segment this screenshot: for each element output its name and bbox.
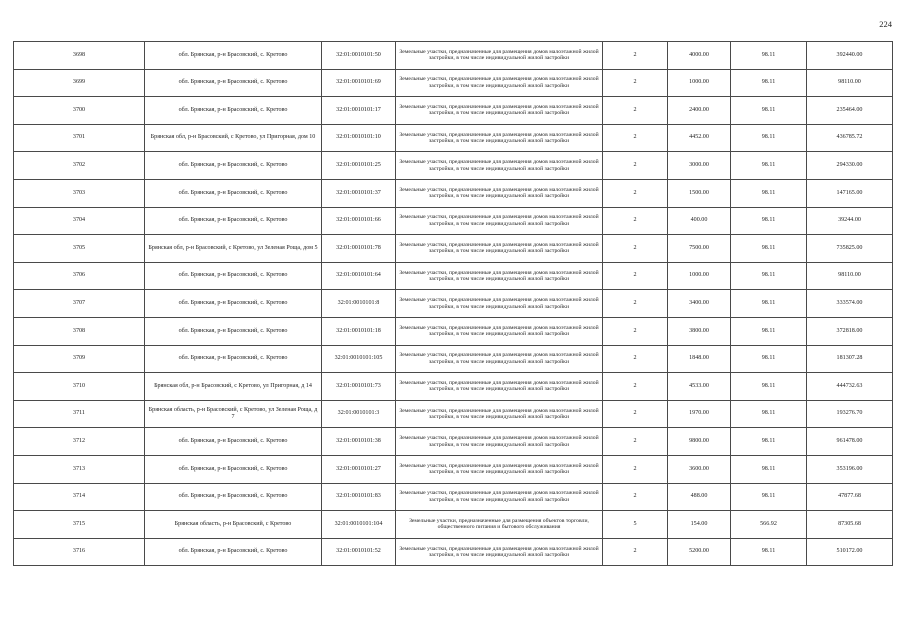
- permitted-use-cell: Земельные участки, предназначенные для размещения домов малоэтажной жилой застройки, в том числе индивидуальной жилой застройки: [396, 262, 603, 290]
- row-number-cell: 3716: [14, 538, 145, 566]
- area-cell: 7500.00: [668, 235, 731, 263]
- cadastral-number-cell: 32:01:0010101:83: [322, 483, 396, 511]
- cadastral-number-cell: 32:01:0010101:104: [322, 511, 396, 539]
- cadastral-value-cell: 735825.00: [807, 235, 893, 263]
- permitted-use-cell: Земельные участки, предназначенные для размещения домов малоэтажной жилой застройки, в том числе индивидуальной жилой застройки: [396, 179, 603, 207]
- address-cell: Брянская область, р-н Брасовский, с Кретово, ул Зеленая Роща, д 7: [145, 400, 322, 428]
- address-cell: Брянская обл, р-н Брасовский, с Кретово, ул Зеленая Роща, дом 5: [145, 235, 322, 263]
- specific-value-cell: 98.11: [731, 317, 807, 345]
- area-cell: 3800.00: [668, 317, 731, 345]
- cadastral-value-cell: 181307.28: [807, 345, 893, 373]
- permitted-use-cell: Земельные участки, предназначенные для размещения домов малоэтажной жилой застройки, в том числе индивидуальной жилой застройки: [396, 42, 603, 70]
- specific-value-cell: 566.92: [731, 511, 807, 539]
- permitted-use-cell: Земельные участки, предназначенные для размещения домов малоэтажной жилой застройки, в том числе индивидуальной жилой застройки: [396, 124, 603, 152]
- area-cell: 1000.00: [668, 69, 731, 97]
- cadastral-value-cell: 392440.00: [807, 42, 893, 70]
- use-group-cell: 2: [603, 235, 668, 263]
- row-number-cell: 3710: [14, 373, 145, 401]
- cadastral-value-cell: 961478.00: [807, 428, 893, 456]
- area-cell: 154.00: [668, 511, 731, 539]
- permitted-use-cell: Земельные участки, предназначенные для размещения домов малоэтажной жилой застройки, в том числе индивидуальной жилой застройки: [396, 483, 603, 511]
- cadastral-value-cell: 444732.63: [807, 373, 893, 401]
- address-cell: обл. Брянская, р-н Брасовский, с. Кретово: [145, 97, 322, 125]
- table-row: [14, 317, 893, 345]
- cadastral-number-cell: 32:01:0010101:37: [322, 179, 396, 207]
- use-group-cell: 2: [603, 69, 668, 97]
- specific-value-cell: 98.11: [731, 124, 807, 152]
- specific-value-cell: 98.11: [731, 455, 807, 483]
- row-number-cell: 3701: [14, 124, 145, 152]
- use-group-cell: 2: [603, 179, 668, 207]
- specific-value-cell: 98.11: [731, 69, 807, 97]
- area-cell: 3000.00: [668, 152, 731, 180]
- address-cell: обл. Брянская, р-н Брасовский, с. Кретово: [145, 262, 322, 290]
- cadastral-number-cell: 32:01:0010101:50: [322, 42, 396, 70]
- use-group-cell: 2: [603, 345, 668, 373]
- permitted-use-cell: Земельные участки, предназначенные для размещения домов малоэтажной жилой застройки, в том числе индивидуальной жилой застройки: [396, 207, 603, 235]
- cadastral-number-cell: 32:01:0010101:69: [322, 69, 396, 97]
- row-number-cell: 3715: [14, 511, 145, 539]
- address-cell: обл. Брянская, р-н Брасовский, с. Кретово: [145, 483, 322, 511]
- specific-value-cell: 98.11: [731, 428, 807, 456]
- cadastral-number-cell: 32:01:0010101:17: [322, 97, 396, 125]
- specific-value-cell: 98.11: [731, 373, 807, 401]
- permitted-use-cell: Земельные участки, предназначенные для размещения домов малоэтажной жилой застройки, в том числе индивидуальной жилой застройки: [396, 235, 603, 263]
- table-row: [14, 152, 893, 180]
- row-number-cell: 3708: [14, 317, 145, 345]
- cadastral-number-cell: 32:01:0010101:25: [322, 152, 396, 180]
- permitted-use-cell: Земельные участки, предназначенные для размещения домов малоэтажной жилой застройки, в том числе индивидуальной жилой застройки: [396, 400, 603, 428]
- area-cell: 1848.00: [668, 345, 731, 373]
- row-number-cell: 3709: [14, 345, 145, 373]
- table-row: [14, 428, 893, 456]
- permitted-use-cell: Земельные участки, предназначенные для размещения домов малоэтажной жилой застройки, в том числе индивидуальной жилой застройки: [396, 345, 603, 373]
- specific-value-cell: 98.11: [731, 97, 807, 125]
- table-row: [14, 262, 893, 290]
- row-number-cell: 3699: [14, 69, 145, 97]
- permitted-use-cell: Земельные участки, предназначенные для размещения домов малоэтажной жилой застройки, в том числе индивидуальной жилой застройки: [396, 97, 603, 125]
- row-number-cell: 3698: [14, 42, 145, 70]
- area-cell: 5200.00: [668, 538, 731, 566]
- row-number-cell: 3713: [14, 455, 145, 483]
- table-row: [14, 455, 893, 483]
- area-cell: 3600.00: [668, 455, 731, 483]
- use-group-cell: 5: [603, 511, 668, 539]
- table-row: [14, 97, 893, 125]
- use-group-cell: 2: [603, 207, 668, 235]
- specific-value-cell: 98.11: [731, 538, 807, 566]
- row-number-cell: 3711: [14, 400, 145, 428]
- row-number-cell: 3706: [14, 262, 145, 290]
- table-body: [14, 42, 893, 566]
- cadastral-number-cell: 32:01:0010101:105: [322, 345, 396, 373]
- address-cell: обл. Брянская, р-н Брасовский, с. Кретово: [145, 152, 322, 180]
- row-number-cell: 3702: [14, 152, 145, 180]
- area-cell: 4533.00: [668, 373, 731, 401]
- cadastral-value-cell: 353196.00: [807, 455, 893, 483]
- address-cell: обл. Брянская, р-н Брасовский, с. Кретово: [145, 345, 322, 373]
- cadastral-value-cell: 235464.00: [807, 97, 893, 125]
- permitted-use-cell: Земельные участки, предназначенные для размещения домов малоэтажной жилой застройки, в том числе индивидуальной жилой застройки: [396, 538, 603, 566]
- cadastral-number-cell: 32:01:0010101:52: [322, 538, 396, 566]
- area-cell: 1500.00: [668, 179, 731, 207]
- specific-value-cell: 98.11: [731, 235, 807, 263]
- use-group-cell: 2: [603, 262, 668, 290]
- table-row: [14, 373, 893, 401]
- cadastral-value-cell: 436785.72: [807, 124, 893, 152]
- table-row: [14, 290, 893, 318]
- table-row: [14, 483, 893, 511]
- address-cell: обл. Брянская, р-н Брасовский, с. Кретово: [145, 317, 322, 345]
- use-group-cell: 2: [603, 400, 668, 428]
- row-number-cell: 3703: [14, 179, 145, 207]
- address-cell: обл. Брянская, р-н Брасовский, с. Кретово: [145, 42, 322, 70]
- area-cell: 2400.00: [668, 97, 731, 125]
- use-group-cell: 2: [603, 124, 668, 152]
- row-number-cell: 3712: [14, 428, 145, 456]
- use-group-cell: 2: [603, 290, 668, 318]
- table-row: [14, 511, 893, 539]
- specific-value-cell: 98.11: [731, 262, 807, 290]
- use-group-cell: 2: [603, 538, 668, 566]
- address-cell: Брянская обл, р-н Брасовский, с Кретово, ул Пригорная, дом 10: [145, 124, 322, 152]
- use-group-cell: 2: [603, 42, 668, 70]
- address-cell: обл. Брянская, р-н Брасовский, с. Кретово: [145, 290, 322, 318]
- row-number-cell: 3700: [14, 97, 145, 125]
- cadastral-number-cell: 32:01:0010101:73: [322, 373, 396, 401]
- row-number-cell: 3707: [14, 290, 145, 318]
- permitted-use-cell: Земельные участки, предназначенные для размещения домов малоэтажной жилой застройки, в том числе индивидуальной жилой застройки: [396, 455, 603, 483]
- specific-value-cell: 98.11: [731, 179, 807, 207]
- permitted-use-cell: Земельные участки, предназначенные для размещения домов малоэтажной жилой застройки, в том числе индивидуальной жилой застройки: [396, 69, 603, 97]
- area-cell: 400.00: [668, 207, 731, 235]
- permitted-use-cell: Земельные участки, предназначенные для размещения домов малоэтажной жилой застройки, в том числе индивидуальной жилой застройки: [396, 373, 603, 401]
- address-cell: обл. Брянская, р-н Брасовский, с. Кретово: [145, 538, 322, 566]
- address-cell: обл. Брянская, р-н Брасовский, с. Кретово: [145, 179, 322, 207]
- row-number-cell: 3704: [14, 207, 145, 235]
- address-cell: обл. Брянская, р-н Брасовский, с. Кретово: [145, 428, 322, 456]
- specific-value-cell: 98.11: [731, 483, 807, 511]
- use-group-cell: 2: [603, 483, 668, 511]
- table-row: [14, 345, 893, 373]
- cadastral-value-cell: 193276.70: [807, 400, 893, 428]
- cadastral-number-cell: 32:01:0010101:38: [322, 428, 396, 456]
- permitted-use-cell: Земельные участки, предназначенные для размещения объектов торговли, общественного питания и бытового обслуживания: [396, 511, 603, 539]
- table-row: [14, 42, 893, 70]
- specific-value-cell: 98.11: [731, 207, 807, 235]
- permitted-use-cell: Земельные участки, предназначенные для размещения домов малоэтажной жилой застройки, в том числе индивидуальной жилой застройки: [396, 152, 603, 180]
- specific-value-cell: 98.11: [731, 400, 807, 428]
- area-cell: 488.00: [668, 483, 731, 511]
- cadastral-value-cell: 147165.00: [807, 179, 893, 207]
- page-number: 224: [879, 19, 892, 29]
- row-number-cell: 3705: [14, 235, 145, 263]
- area-cell: 3400.00: [668, 290, 731, 318]
- permitted-use-cell: Земельные участки, предназначенные для размещения домов малоэтажной жилой застройки, в том числе индивидуальной жилой застройки: [396, 290, 603, 318]
- cadastral-number-cell: 32:01:0010101:3: [322, 400, 396, 428]
- cadastral-number-cell: 32:01:0010101:64: [322, 262, 396, 290]
- area-cell: 4000.00: [668, 42, 731, 70]
- cadastral-value-cell: 510172.00: [807, 538, 893, 566]
- table-row: [14, 179, 893, 207]
- cadastral-value-cell: 98110.00: [807, 262, 893, 290]
- table-row: [14, 400, 893, 428]
- table-row: [14, 538, 893, 566]
- specific-value-cell: 98.11: [731, 345, 807, 373]
- specific-value-cell: 98.11: [731, 290, 807, 318]
- use-group-cell: 2: [603, 373, 668, 401]
- use-group-cell: 2: [603, 317, 668, 345]
- specific-value-cell: 98.11: [731, 42, 807, 70]
- address-cell: обл. Брянская, р-н Брасовский, с. Кретово: [145, 455, 322, 483]
- cadastral-value-cell: 333574.00: [807, 290, 893, 318]
- cadastral-value-cell: 294330.00: [807, 152, 893, 180]
- permitted-use-cell: Земельные участки, предназначенные для размещения домов малоэтажной жилой застройки, в том числе индивидуальной жилой застройки: [396, 428, 603, 456]
- address-cell: обл. Брянская, р-н Брасовский, с. Кретово: [145, 207, 322, 235]
- area-cell: 4452.00: [668, 124, 731, 152]
- cadastral-value-cell: 87305.68: [807, 511, 893, 539]
- cadastral-value-cell: 372818.00: [807, 317, 893, 345]
- table-row: [14, 69, 893, 97]
- use-group-cell: 2: [603, 428, 668, 456]
- table-row: [14, 235, 893, 263]
- table-row: [14, 207, 893, 235]
- area-cell: 1970.00: [668, 400, 731, 428]
- specific-value-cell: 98.11: [731, 152, 807, 180]
- row-number-cell: 3714: [14, 483, 145, 511]
- area-cell: 9800.00: [668, 428, 731, 456]
- address-cell: Брянская область, р-н Брасовский, с Кретово: [145, 511, 322, 539]
- cadastral-value-cell: 98110.00: [807, 69, 893, 97]
- cadastral-value-cell: 47877.68: [807, 483, 893, 511]
- permitted-use-cell: Земельные участки, предназначенные для размещения домов малоэтажной жилой застройки, в том числе индивидуальной жилой застройки: [396, 317, 603, 345]
- use-group-cell: 2: [603, 455, 668, 483]
- table-row: [14, 124, 893, 152]
- cadastral-number-cell: 32:01:0010101:18: [322, 317, 396, 345]
- cadastral-value-cell: 39244.00: [807, 207, 893, 235]
- use-group-cell: 2: [603, 152, 668, 180]
- cadastral-number-cell: 32:01:0010101:8: [322, 290, 396, 318]
- cadastral-number-cell: 32:01:0010101:78: [322, 235, 396, 263]
- use-group-cell: 2: [603, 97, 668, 125]
- cadastral-number-cell: 32:01:0010101:10: [322, 124, 396, 152]
- cadastral-number-cell: 32:01:0010101:66: [322, 207, 396, 235]
- cadastral-value-table: [13, 41, 893, 566]
- address-cell: обл. Брянская, р-н Брасовский, с. Кретово: [145, 69, 322, 97]
- area-cell: 1000.00: [668, 262, 731, 290]
- address-cell: Брянская обл, р-н Брасовский, с Кретово, ул Пригорная, д 14: [145, 373, 322, 401]
- cadastral-number-cell: 32:01:0010101:27: [322, 455, 396, 483]
